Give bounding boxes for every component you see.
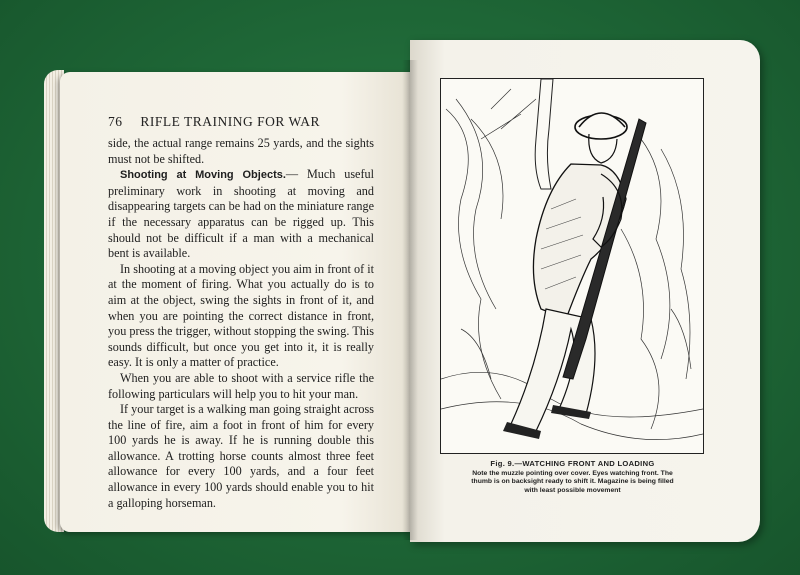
paragraph-1: side, the actual range remains 25 yards, and the sights must not be shifted. <box>108 136 374 166</box>
caption-line-1: Note the muzzle pointing over cover. Eyes watching front. The <box>472 470 673 477</box>
figure-title: Fig. 9.—WATCHING FRONT AND LOADING <box>490 459 655 468</box>
running-head-title: RIFLE TRAINING FOR WAR <box>140 114 321 129</box>
soldier-illustration <box>441 79 703 453</box>
section-heading: Shooting at Moving Objects. <box>120 169 286 182</box>
figure-caption <box>430 459 715 495</box>
figure-caption-body <box>430 470 715 495</box>
paragraph-5: If your target is a walking man going straight across the line of fire, aim a foot in front of him for every 100 yards he is away. If he is running double this allowance. A trotting horse counts almost three feet allowance for every 100 yards, and a four feet allowance in every 100 yards should enable you to hit a galloping horseman. <box>108 402 374 510</box>
page-number: 76 <box>108 114 123 129</box>
caption-line-2: thumb is on backsight ready to shift it. Magazine is being filled <box>471 478 674 486</box>
paragraph-4: When you are able to shoot with a service rifle the following particulars will help you to hit your man. <box>108 370 374 401</box>
caption-line-3: with least possible movement <box>524 486 621 494</box>
illustration-frame <box>440 78 704 454</box>
book-gutter <box>402 60 418 540</box>
paragraph-2 <box>108 167 374 262</box>
paragraph-2-text: — Much useful preliminary work in shooting at moving and disappearing targets can be had on the miniature range if the necessary apparatus can be rigged up. This should not be difficult if a man with a mechanical bent is available. <box>108 167 375 261</box>
tree-trunk <box>535 79 553 189</box>
body-text <box>108 136 374 511</box>
paragraph-3: In shooting at a moving object you aim in front of it at the moment of firing. What you actually do is to aim at the object, swing the sights in front of it, and when you are pointing the correct distance in front, you press the trigger, without stopping the swing. This sounds difficult, but once you get into it, it is really easy. It is only a matter of practice. <box>108 261 374 370</box>
running-header <box>108 114 373 130</box>
